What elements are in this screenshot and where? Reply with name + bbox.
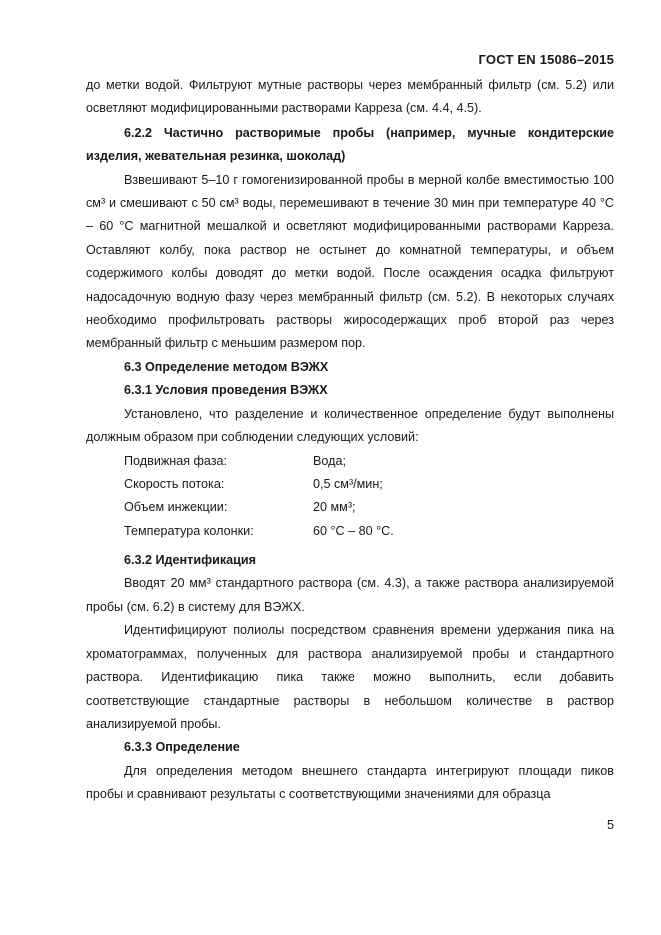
- paragraph-hplc-conditions: Установлено, что разделение и количественное определение будут выполнены должным образом при соблюдении следующих условий:: [86, 406, 614, 445]
- condition-row: [124, 496, 614, 519]
- page-number: 5: [606, 818, 614, 832]
- section-heading-6-3-3: 6.3.3 Определение: [124, 740, 240, 755]
- section-heading-6-3: 6.3 Определение методом ВЭЖХ: [124, 359, 329, 374]
- condition-value: 20 мм³;: [313, 500, 356, 515]
- condition-label: Объем инжекции:: [124, 500, 228, 515]
- paragraph-identification: Идентифицируют полиолы посредством сравнения времени удержания пика на хроматограммах, полученных для раствора анализируемой пробы и стандартного раствора. Идентификацию пика также можно выполнить, если добавить соответствующие стандартные растворы в небольшом количестве в раствор анализируемой пробы.: [86, 623, 614, 731]
- condition-value: 0,5 см³/мин;: [313, 476, 383, 491]
- hplc-conditions-list: [86, 450, 614, 544]
- document-body: [86, 74, 614, 807]
- condition-label: Скорость потока:: [124, 476, 225, 491]
- paragraph-partially-soluble: Взвешивают 5–10 г гомогенизированной пробы в мерной колбе вместимостью 100 см³ и смешивают с 50 см³ воды, перемешивают в течение 30 мин при температуре 40 °С – 60 °С магнитной мешалкой и осветляют модифицированными растворами Карреза. Оставляют колбу, пока раствор не остынет до комнатной температуры, и объем содержимого колбы доводят до метки водой. После осаждения осадка фильтруют надосадочную водную фазу через мембранный фильтр (см. 5.2). В некоторых случаях необходимо профильтровать растворы жиросодержащих проб второй раз через мембранный фильтр с меньшим размером пор.: [86, 172, 614, 351]
- condition-value: Вода;: [313, 453, 346, 468]
- condition-row: [124, 520, 614, 543]
- condition-label: Подвижная фаза:: [124, 453, 228, 468]
- condition-value: 60 °С – 80 °С.: [313, 523, 394, 538]
- condition-row: [124, 450, 614, 473]
- document-header: ГОСТ EN 15086–2015: [478, 52, 614, 67]
- section-heading-6-3-1: 6.3.1 Условия проведения ВЭЖХ: [124, 383, 328, 398]
- section-heading-6-2-2: 6.2.2 Частично растворимые пробы (например, мучные кондитерские изделия, жевательная резинка, шоколад): [86, 125, 614, 164]
- section-heading-6-3-2: 6.3.2 Идентификация: [124, 553, 256, 568]
- condition-label: Температура колонки:: [124, 523, 254, 538]
- paragraph-determination: Для определения методом внешнего стандарта интегрируют площади пиков пробы и сравнивают результаты с соответствующими значениями для образца: [86, 763, 614, 802]
- condition-row: [124, 473, 614, 496]
- paragraph-injection: Вводят 20 мм³ стандартного раствора (см. 4.3), а также раствора анализируемой пробы (см. 6.2) в систему для ВЭЖХ.: [86, 576, 614, 614]
- paragraph-continuation: до метки водой. Фильтруют мутные растворы через мембранный фильтр (см. 5.2) или осветляют модифицированными растворами Карреза (см. 4.4, 4.5).: [86, 78, 614, 116]
